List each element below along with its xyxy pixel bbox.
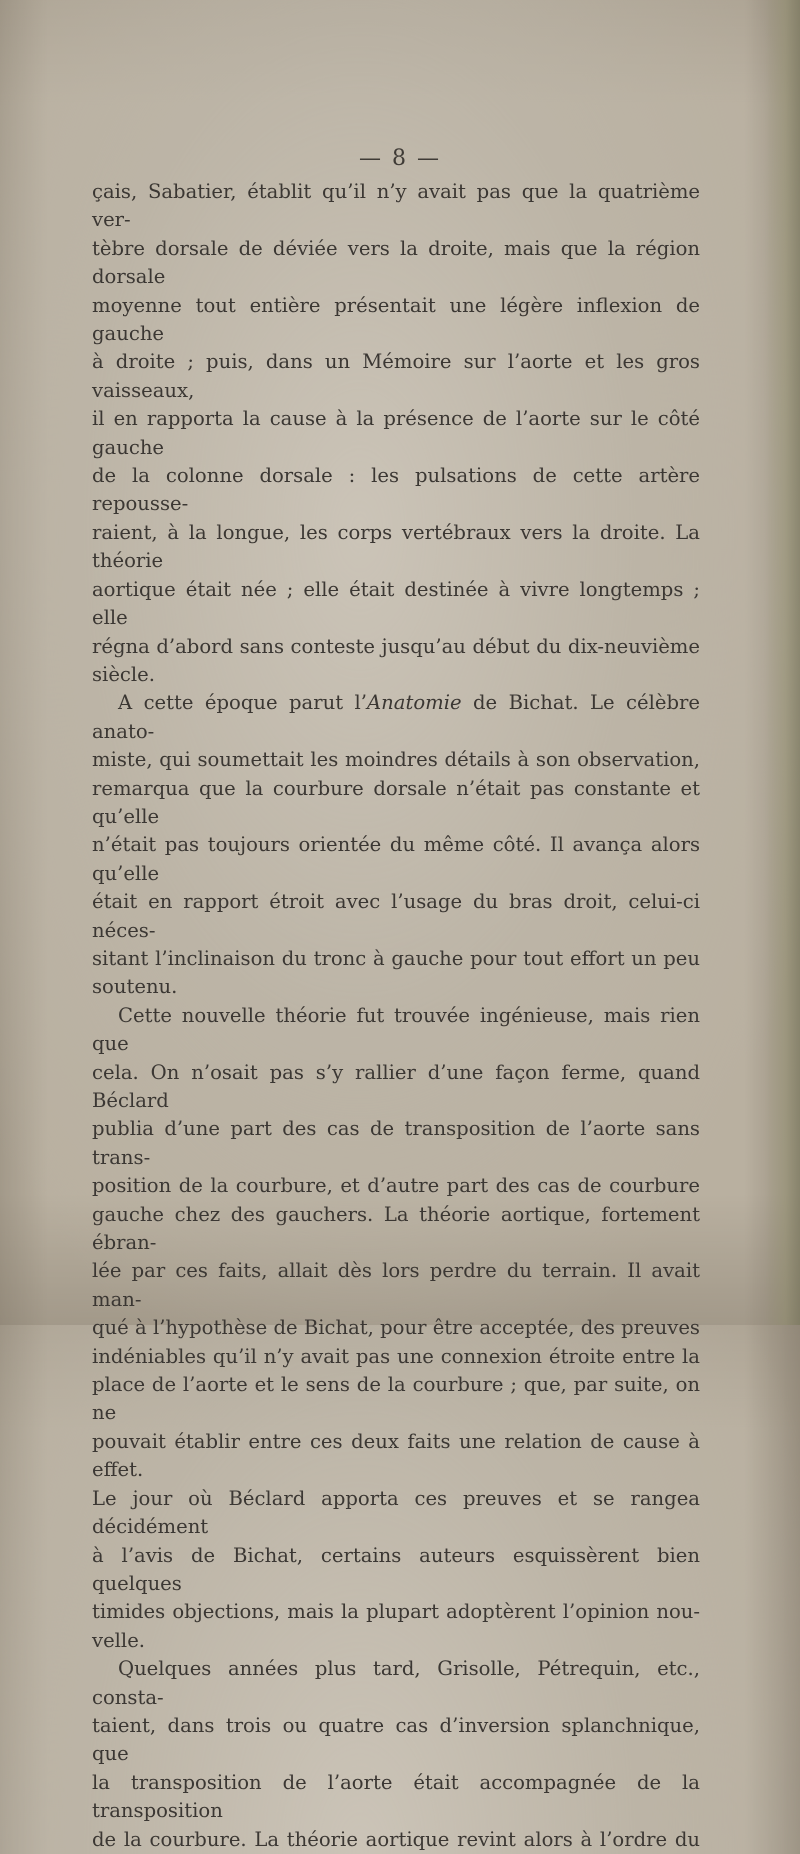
text-line: régna d’abord sans conteste jusqu’au début du dix-neuvième bbox=[92, 634, 700, 658]
paragraph bbox=[92, 1002, 700, 1655]
text-line: timides objections, mais la plupart adoptèrent l’opinion nou- bbox=[92, 1600, 700, 1624]
text-line: était en rapport étroit avec l’usage du bras droit, celui-ci néces- bbox=[92, 890, 700, 942]
page-number: — 8 — bbox=[359, 146, 441, 171]
paragraph bbox=[92, 178, 700, 689]
text-line: Quelques années plus tard, Grisolle, Pétrequin, etc., consta- bbox=[92, 1657, 700, 1709]
text-line: raient, à la longue, les corps vertébraux vers la droite. La théorie bbox=[92, 520, 700, 573]
text-line: lée par ces faits, allait dès lors perdre du terrain. Il avait man- bbox=[92, 1259, 700, 1311]
text-line: soutenu. bbox=[92, 975, 178, 999]
text-line: gauche chez des gauchers. La théorie aortique, fortement ébran- bbox=[92, 1202, 700, 1255]
body-text bbox=[92, 178, 700, 1854]
text-line: qué à l’hypothèse de Bichat, pour être acceptée, des preuves bbox=[92, 1316, 700, 1340]
text-line: miste, qui soumettait les moindres détails à son observation, bbox=[92, 748, 700, 772]
text-line: à droite ; puis, dans un Mémoire sur l’aorte et les gros vaisseaux, bbox=[92, 350, 700, 402]
text-line: de la courbure. La théorie aortique revint alors à l’ordre du bbox=[92, 1827, 700, 1851]
text-line: Le jour où Béclard apporta ces preuves et se rangea décidément bbox=[92, 1486, 700, 1539]
text-line: taient, dans trois ou quatre cas d’inversion splanchnique, que bbox=[92, 1713, 700, 1766]
text-line: la transposition de l’aorte était accompagnée de la transposition bbox=[92, 1770, 700, 1823]
page-edge-shadow bbox=[764, 0, 800, 1325]
text-line: à l’avis de Bichat, certains auteurs esquissèrent bien quelques bbox=[92, 1543, 700, 1595]
text-line: cela. On n’osait pas s’y rallier d’une façon ferme, quand Béclard bbox=[92, 1060, 700, 1112]
paragraph bbox=[92, 1655, 700, 1854]
text-line: sitant l’inclinaison du tronc à gauche pour tout effort un peu bbox=[92, 946, 700, 970]
text-line: n’était pas toujours orientée du même côté. Il avança alors qu’elle bbox=[92, 833, 700, 885]
text-line: pouvait établir entre ces deux faits une relation de cause à effet. bbox=[92, 1429, 700, 1482]
text-line: tèbre dorsale de déviée vers la droite, mais que la région dorsale bbox=[92, 236, 700, 289]
text-line: A cette époque parut l’Anatomie de Bichat. Le célèbre anato- bbox=[92, 691, 700, 743]
text-line: moyenne tout entière présentait une légère inflexion de gauche bbox=[92, 293, 700, 346]
paragraph bbox=[92, 689, 700, 1001]
text-line: aortique était née ; elle était destinée à vivre longtemps ; elle bbox=[92, 577, 700, 630]
text-line: çais, Sabatier, établit qu’il n’y avait pas que la quatrième ver- bbox=[92, 180, 700, 232]
text-line: position de la courbure, et d’autre part des cas de courbure bbox=[92, 1174, 700, 1198]
text-line: il en rapporta la cause à la présence de l’aorte sur le côté gauche bbox=[92, 407, 700, 459]
text-line: Cette nouvelle théorie fut trouvée ingénieuse, mais rien que bbox=[92, 1003, 700, 1056]
text-line: de la colonne dorsale : les pulsations de cette artère repousse- bbox=[92, 464, 700, 516]
text-line: place de l’aorte et le sens de la courbure ; que, par suite, on ne bbox=[92, 1373, 700, 1425]
text-line: indéniables qu’il n’y avait pas une connexion étroite entre la bbox=[92, 1344, 700, 1368]
text-line: publia d’une part des cas de transposition de l’aorte sans trans- bbox=[92, 1117, 700, 1169]
text-line: siècle. bbox=[92, 662, 155, 686]
text-line: velle. bbox=[92, 1628, 146, 1652]
text-line: remarqua que la courbure dorsale n’était pas constante et qu’elle bbox=[92, 776, 700, 828]
